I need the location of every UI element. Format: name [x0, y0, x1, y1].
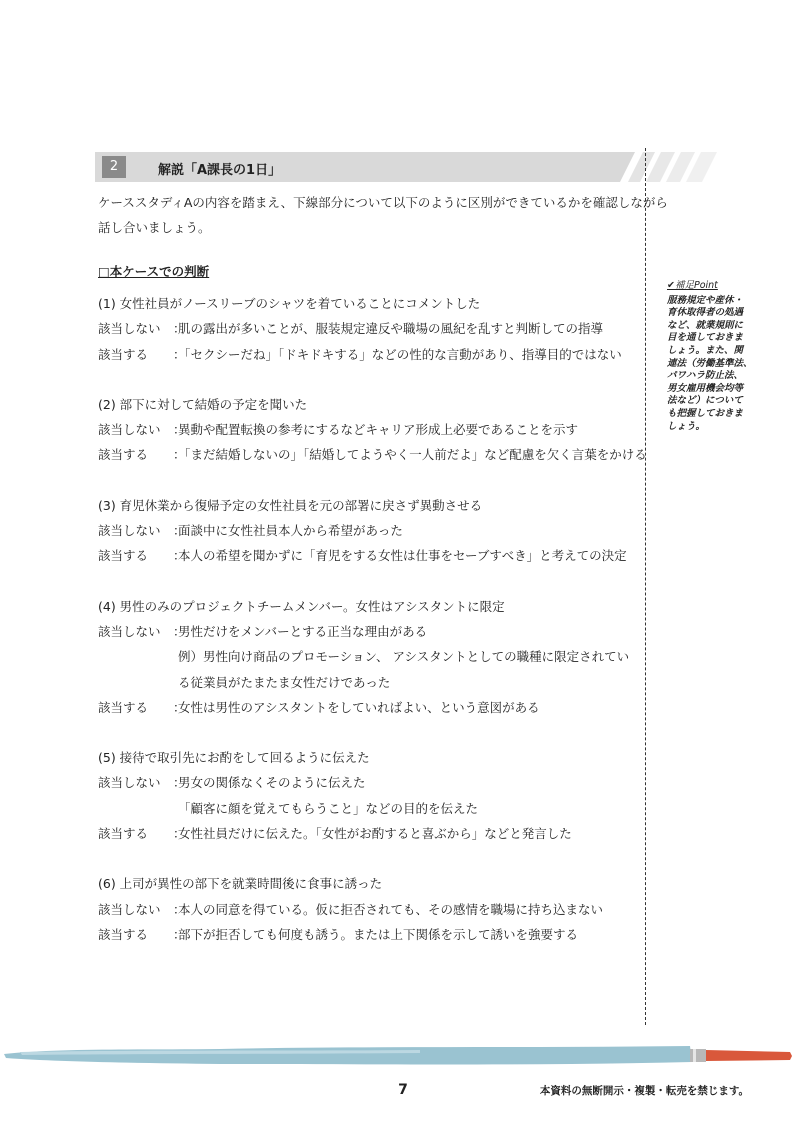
- not-applicable-text: 男女の関係なくそのように伝えた: [178, 775, 366, 791]
- intro-line-2: 話し合いましょう。: [98, 220, 211, 235]
- applicable-label: 該当する ：: [98, 346, 186, 362]
- applicable-text: 「まだ結婚しないの」「結婚してようやく一人前だよ」など配慮を欠く言葉をかける: [178, 447, 647, 463]
- column-divider: [645, 148, 646, 1025]
- not-applicable-text: る従業員がたまたま女性だけであった: [178, 674, 391, 690]
- not-applicable-row: [98, 619, 638, 644]
- case-title: (4) 男性のみのプロジェクトチームメンバー。女性はアシスタントに限定: [98, 598, 505, 614]
- applicable-text: 女性は男性のアシスタントをしていればよい、という意図がある: [178, 699, 540, 715]
- not-applicable-row: [98, 518, 638, 543]
- applicable-label: 該当する ：: [98, 926, 186, 942]
- applicable-label: 該当する ：: [98, 548, 186, 564]
- not-applicable-row: [98, 897, 638, 922]
- not-applicable-label: 該当しない ：: [98, 422, 186, 438]
- applicable-label: 該当する ：: [98, 699, 186, 715]
- case-item: [98, 594, 638, 720]
- case-item: [98, 871, 638, 947]
- not-applicable-text: 異動や配置転換の参考にするなどキャリア形成上必要であることを示す: [178, 422, 579, 438]
- applicable-row: [98, 695, 638, 720]
- not-applicable-label: 該当しない ：: [98, 623, 186, 639]
- not-applicable-label: 該当しない ：: [98, 523, 186, 539]
- case-item: [98, 392, 647, 468]
- not-applicable-text: 本人の同意を得ている。仮に拒否されても、その感情を職場に持ち込まない: [178, 901, 604, 917]
- case-title: (3) 育児休業から復帰予定の女性社員を元の部署に戻さず異動させる: [98, 497, 483, 513]
- not-applicable-row: [98, 670, 638, 695]
- applicable-row: [98, 821, 638, 846]
- page-number: 7: [398, 1082, 408, 1098]
- applicable-label: 該当する ：: [98, 447, 186, 463]
- applicable-row: [98, 543, 638, 568]
- applicable-text: 本人の希望を聞かずに「育児をする女性は仕事をセーブすべき」と考えての決定: [178, 548, 627, 564]
- applicable-row: [98, 922, 638, 947]
- not-applicable-label: 該当しない ：: [98, 901, 186, 917]
- not-applicable-row: [98, 770, 638, 795]
- applicable-text: 部下が拒否しても何度も誘う。または上下関係を示して誘いを強要する: [178, 926, 579, 942]
- applicable-text: 「セクシーだね」「ドキドキする」などの性的な言動があり、指導目的ではない: [178, 346, 622, 362]
- not-applicable-row: [98, 316, 638, 341]
- not-applicable-label: 該当しない ：: [98, 775, 186, 791]
- intro-line-1: ケーススタディAの内容を踏まえ、下線部分について以下のように区別ができているかを確認しながら: [98, 195, 668, 210]
- case-title: (5) 接待で取引先にお酌をして回るように伝えた: [98, 750, 370, 766]
- case-title: (2) 部下に対して結婚の予定を聞いた: [98, 396, 308, 412]
- not-applicable-text: 「顧客に顔を覚えてもらうこと」などの目的を伝えた: [178, 800, 479, 816]
- supplement-point-title: ✔補足Point: [667, 280, 718, 291]
- case-judgment-heading: □本ケースでの判断: [98, 264, 210, 279]
- not-applicable-text: 例）男性向け商品のプロモーション、 アシスタントとしての職種に限定されてい: [178, 649, 630, 665]
- not-applicable-text: 男性だけをメンバーとする正当な理由がある: [178, 623, 428, 639]
- supplement-point-body: 服務規定や産休・ 育休取得者の処遇 など、就業規則に 目を通しておきま しょう。また、関 連法（労働基準法、 パワハラ防止法、 男女雇用機会均等 法など）について も把握しておきま しょう。: [667, 294, 753, 432]
- section-title: 解説「A課長の1日」: [158, 163, 282, 178]
- case-title: (1) 女性社員がノースリーブのシャツを着ていることにコメントした: [98, 296, 481, 311]
- applicable-row: [98, 342, 638, 367]
- copyright-note: 本資料の無断開示・複製・転売を禁じます。: [539, 1085, 749, 1097]
- case-item: [98, 745, 638, 846]
- not-applicable-text: 面談中に女性社員本人から希望があった: [178, 523, 403, 539]
- not-applicable-label: 該当しない ：: [98, 321, 186, 337]
- not-applicable-row: [98, 644, 638, 669]
- section-number-badge: 2: [102, 156, 126, 178]
- supplement-point-box: [667, 280, 762, 433]
- intro-paragraph: [98, 190, 668, 240]
- applicable-label: 該当する ：: [98, 826, 186, 842]
- brush-stroke-decoration: [0, 1040, 794, 1070]
- not-applicable-row: [98, 417, 638, 442]
- case-title: (6) 上司が異性の部下を就業時間後に食事に誘った: [98, 876, 383, 892]
- case-item: [98, 493, 638, 569]
- applicable-text: 女性社員だけに伝えた。「女性がお酌すると喜ぶから」などと発言した: [178, 826, 572, 842]
- applicable-row: [98, 442, 647, 467]
- not-applicable-text: 肌の露出が多いことが、服装規定違反や職場の風紀を乱すと判断しての指導: [178, 321, 604, 337]
- case-list: [98, 291, 647, 972]
- not-applicable-row: [98, 796, 638, 821]
- case-item: [98, 291, 638, 367]
